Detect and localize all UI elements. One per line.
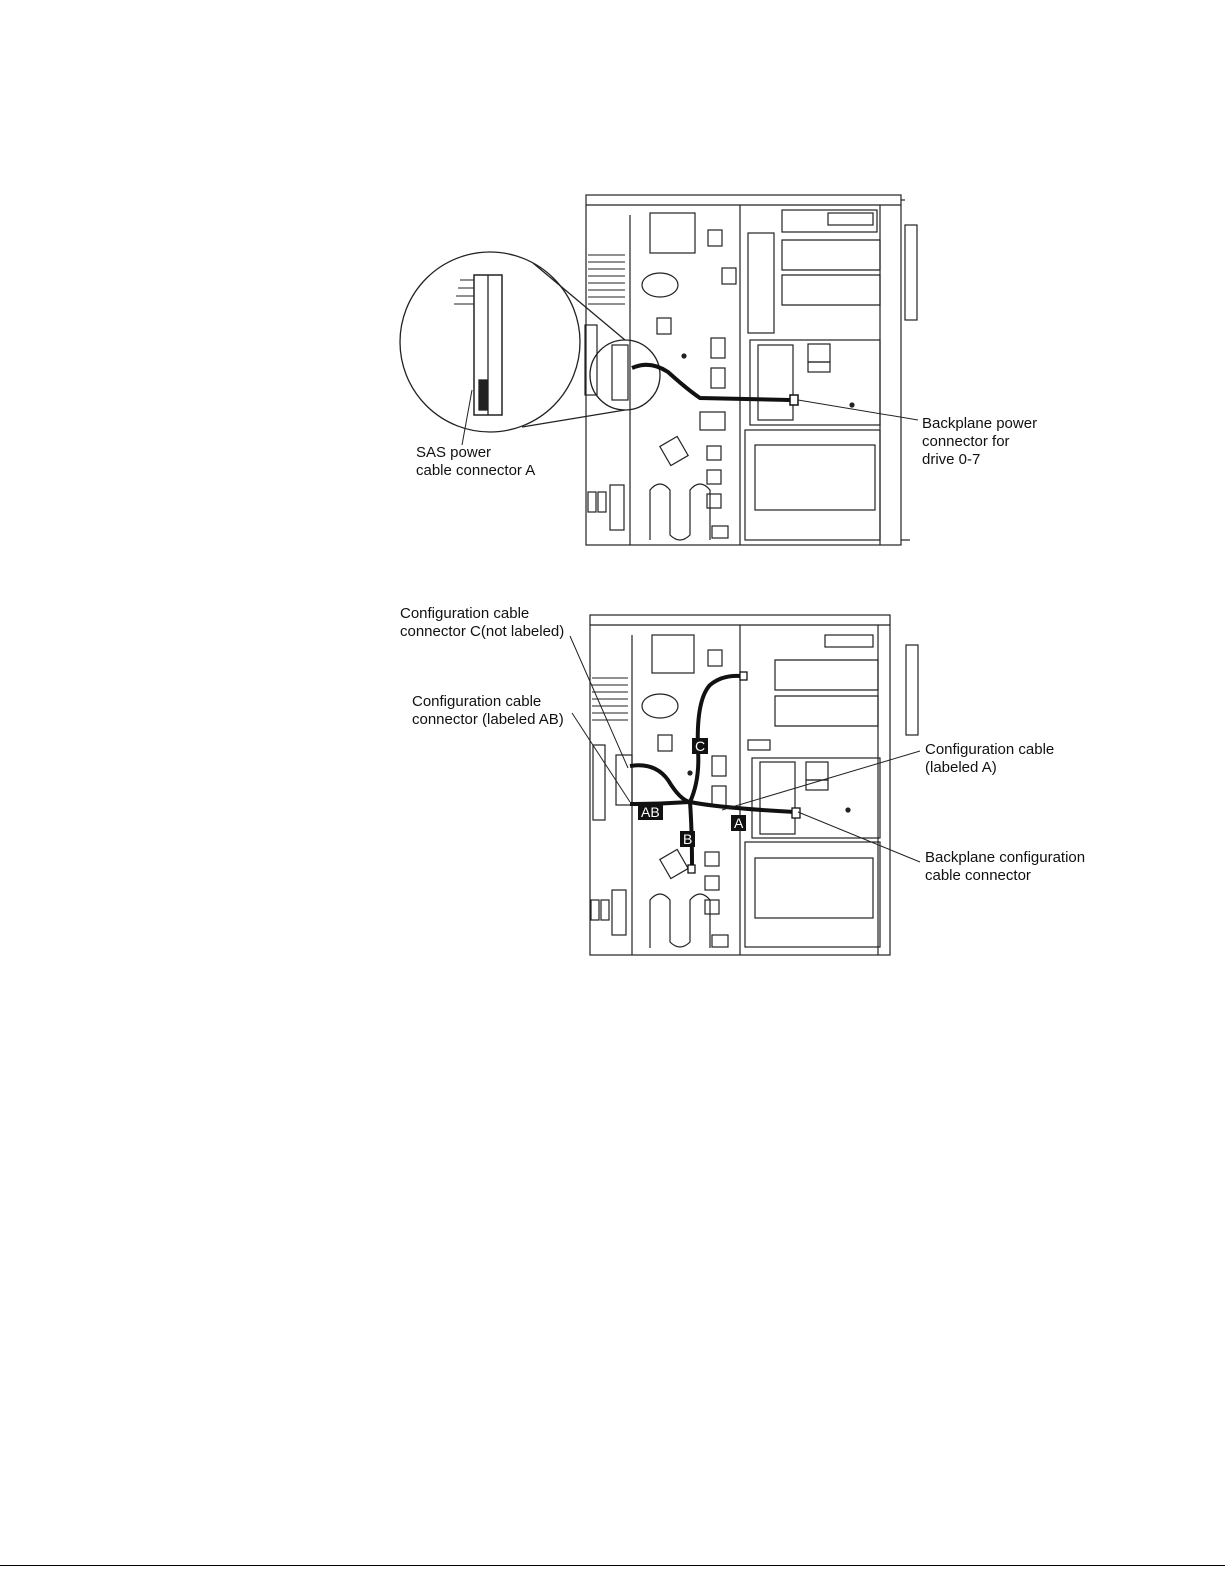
cable-tag-b: B <box>680 831 695 847</box>
chassis-drawing-top <box>0 0 1225 560</box>
cable-tag-a: A <box>731 815 746 831</box>
figure-configuration-cable <box>0 590 1225 970</box>
cable-tag-c: C <box>692 738 708 754</box>
callout-line: connector C(not labeled) <box>400 623 565 640</box>
callout-line: Configuration cable <box>412 693 542 710</box>
backplane-power-connector-label <box>922 415 1037 469</box>
callout-line: Configuration cable <box>400 605 530 622</box>
callout-line: Configuration cable <box>925 741 1055 758</box>
figure-power-cable <box>0 0 1225 560</box>
callout-line: connector (labeled AB) <box>412 711 564 728</box>
callout-line: connector for <box>922 433 1010 450</box>
page-footer-rule <box>0 1565 1225 1566</box>
callout-line: cable connector <box>925 867 1031 884</box>
callout-line: (labeled A) <box>925 759 997 776</box>
backplane-config-connector-label <box>925 849 1085 885</box>
cable-tag-ab: AB <box>638 804 663 820</box>
config-connector-c-label <box>400 605 564 641</box>
callout-line: Backplane power <box>922 415 1038 432</box>
callout-line: SAS power <box>416 444 492 461</box>
callout-line: Backplane configuration <box>925 849 1086 866</box>
config-connector-ab-label <box>412 693 564 729</box>
callout-line: drive 0-7 <box>922 451 981 468</box>
chassis-drawing-bottom <box>0 590 1225 970</box>
callout-line: cable connector A <box>416 462 536 479</box>
config-cable-a-label <box>925 741 1054 777</box>
sas-power-connector-label <box>416 444 535 480</box>
